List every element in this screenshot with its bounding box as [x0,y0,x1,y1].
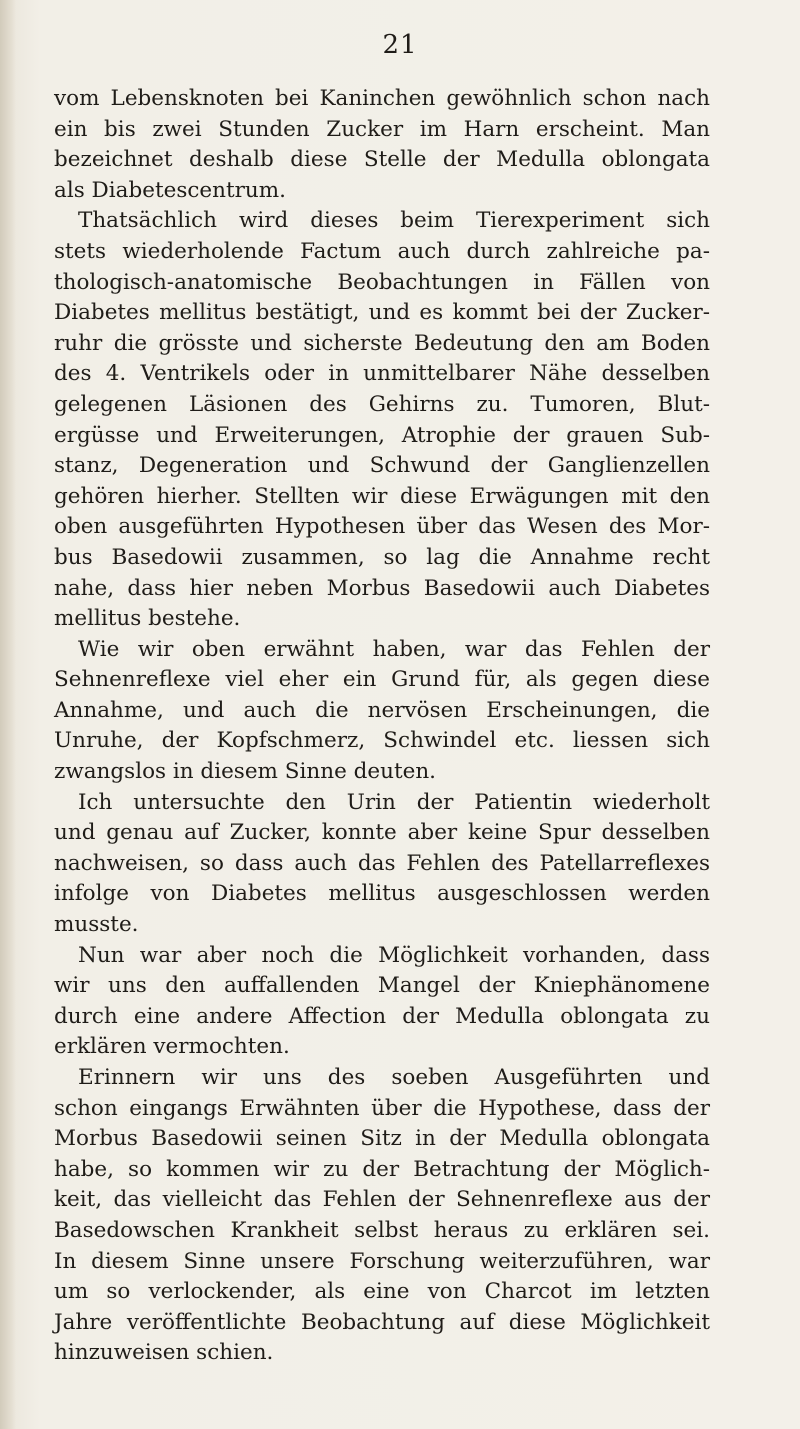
text-line: und genau auf Zucker, konnte aber keine Spur desselben [54,820,710,846]
page-gutter-shadow [0,0,16,1429]
text-line: mellitus bestehe. [54,606,241,632]
text-line: infolge von Diabetes mellitus ausgeschlossen werden [54,881,710,907]
text-line: Ich untersuchte den Urin der Patientin wiederholt [78,789,710,815]
text-line: Sehnenreflexe viel eher ein Grund für, als gegen diese [54,667,710,693]
text-line: zwangslos in diesem Sinne deuten. [54,759,437,785]
text-line: Nun war aber noch die Möglichkeit vorhanden, dass [78,942,710,968]
text-line: erklären vermochten. [54,1034,290,1060]
text-line: bezeichnet deshalb diese Stelle der Medulla oblongata [54,147,710,173]
text-line: keit, das vielleicht das Fehlen der Sehnenreflexe aus der [54,1187,710,1213]
text-line: Wie wir oben erwähnt haben, war das Fehlen der [78,636,710,662]
text-line: Erinnern wir uns des soeben Ausgeführten und [78,1065,710,1090]
text-line: nahe, dass hier neben Morbus Basedowii auch Diabetes [54,575,710,601]
text-line: ruhr die grösste und sicherste Bedeutung den am Boden [54,330,710,356]
text-line: oben ausgeführten Hypothesen über das Wesen des Mor- [54,514,710,540]
text-line: ein bis zwei Stunden Zucker im Harn erscheint. Man [54,116,710,142]
text-line: hinzuweisen schien. [54,1340,274,1366]
text-line: Morbus Basedowii seinen Sitz in der Medulla oblongata [54,1126,710,1152]
text-line: habe, so kommen wir zu der Betrachtung der Möglich- [54,1156,710,1182]
page-number: 21 [382,30,418,60]
text-line: um so verlockender, als eine von Charcot im letzten [54,1279,710,1305]
text-line: bus Basedowii zusammen, so lag die Annahme recht [54,544,710,570]
text-line: gelegenen Läsionen des Gehirns zu. Tumoren, Blut- [54,391,710,417]
text-line: wir uns den auffallenden Mangel der Kniephänomene [54,973,710,999]
text-line: In diesem Sinne unsere Forschung weiterzuführen, war [54,1248,710,1274]
text-line: Unruhe, der Kopfschmerz, Schwindel etc. liessen sich [54,728,710,754]
text-line: stets wiederholende Factum auch durch zahlreiche pa- [54,238,710,264]
text-line: nachweisen, so dass auch das Fehlen des Patellarreflexes [54,850,710,876]
text-line: vom Lebensknoten bei Kaninchen gewöhnlich schon nach [54,86,710,111]
body-text [54,84,710,1369]
text-line: durch eine andere Affection der Medulla oblongata zu [54,1003,710,1029]
text-line: Thatsächlich wird dieses beim Tierexperiment sich [78,208,710,234]
text-line: des 4. Ventrikels oder in unmittelbarer Nähe desselben [54,361,710,387]
text-line: Diabetes mellitus bestätigt, und es kommt bei der Zucker- [54,300,710,326]
text-line: schon eingangs Erwähnten über die Hypothese, dass der [54,1095,710,1121]
text-line: ergüsse und Erweiterungen, Atrophie der grauen Sub- [54,422,710,448]
text-line: als Diabetescentrum. [54,177,286,203]
text-line: gehören hierher. Stellten wir diese Erwägungen mit den [54,483,710,509]
text-line: stanz, Degeneration und Schwund der Ganglienzellen [54,453,710,479]
text-line: Annahme, und auch die nervösen Erscheinungen, die [54,697,710,723]
text-line: Basedowschen Krankheit selbst heraus zu erklären sei. [54,1217,710,1243]
text-line: Jahre veröffentlichte Beobachtung auf diese Möglichkeit [54,1309,710,1335]
text-line: thologisch-anatomische Beobachtungen in Fällen von [54,269,710,295]
text-line: musste. [54,912,139,938]
